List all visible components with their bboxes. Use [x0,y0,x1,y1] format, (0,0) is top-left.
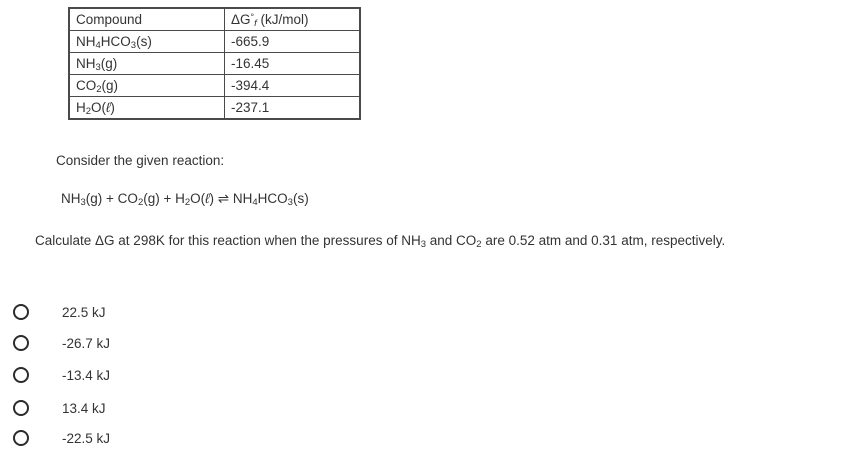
table-row [69,75,360,97]
answer-option[interactable] [13,396,213,420]
compound-cell [69,97,225,120]
reaction-equation [61,191,309,207]
formula-text: (g) + H [143,191,185,206]
formula-text: O( [190,191,206,206]
thermo-data-table [68,7,361,120]
formula-subscript: 3 [95,61,101,73]
compound-cell [69,75,225,97]
compound-cell [69,53,225,75]
table-row [69,53,360,75]
table-header-row [69,8,360,31]
formula-text: (g) + CO [85,191,138,206]
formula-text: are 0.52 atm and 0.31 atm, respectively. [481,233,726,248]
prompt-text: Consider the given reaction: [56,153,225,168]
formula-text: O( [91,99,107,115]
formula-subscript: 2 [137,197,144,208]
formula-subscript: 2 [184,197,191,208]
formula-text: ℓ [106,99,111,115]
dg-subscript: f [254,17,257,29]
formula-text: (g) [100,55,118,71]
formula-subscript: 4 [252,197,258,208]
answer-label: -26.7 kJ [62,335,111,351]
formula-subscript: 3 [420,239,427,250]
formula-text: ) ⇌ NH [209,191,253,206]
formula-text: NH [76,55,96,71]
formula-text: HCO [100,33,131,49]
formula-text: (s) [136,33,152,49]
table-row [69,31,360,53]
formula-text: H [76,99,86,115]
radio-button[interactable] [13,335,29,351]
radio-button[interactable] [13,304,29,320]
formula-text: (s) [292,191,309,206]
formula-text: (g) [101,77,119,93]
radio-button[interactable] [13,367,29,383]
formula-text: ℓ [205,191,210,206]
header-compound: Compound [69,8,225,31]
dg-symbol: ΔG [231,11,251,27]
value-cell: -394.4 [225,75,361,97]
header-delta-g [225,8,361,31]
table-row [69,97,360,120]
formula-subscript: 2 [85,105,92,117]
value-cell: -237.1 [225,97,361,120]
formula-subscript: 4 [95,39,101,51]
answer-option[interactable] [13,300,213,324]
answer-label: 13.4 kJ [62,400,106,416]
formula-subscript: 3 [130,39,137,51]
formula-text: and CO [426,233,477,248]
formula-text: NH [76,33,96,49]
answer-option[interactable] [13,426,213,450]
dg-unit: (kJ/mol) [256,11,309,27]
answer-label: -22.5 kJ [62,430,111,446]
answer-label: 22.5 kJ [62,304,106,320]
formula-text: ) [110,99,115,115]
value-cell: -16.45 [225,53,361,75]
formula-subscript: 3 [80,197,86,208]
formula-subscript: 3 [287,197,293,208]
value-cell: -665.9 [225,31,361,53]
answer-option[interactable] [13,331,213,355]
formula-text: Calculate ΔG at 298K for this reaction when the pressures of NH [35,233,421,248]
dg-degree: ° [250,11,255,22]
formula-text: HCO [257,191,288,206]
radio-button[interactable] [13,430,29,446]
formula-text: NH [61,191,81,206]
radio-button[interactable] [13,400,29,416]
question-text [35,233,725,248]
answer-label: -13.4 kJ [62,367,111,383]
compound-cell [69,31,225,53]
formula-subscript: 2 [476,239,482,250]
answer-option[interactable] [13,363,213,387]
formula-subscript: 2 [96,83,102,95]
formula-text: CO [76,77,97,93]
